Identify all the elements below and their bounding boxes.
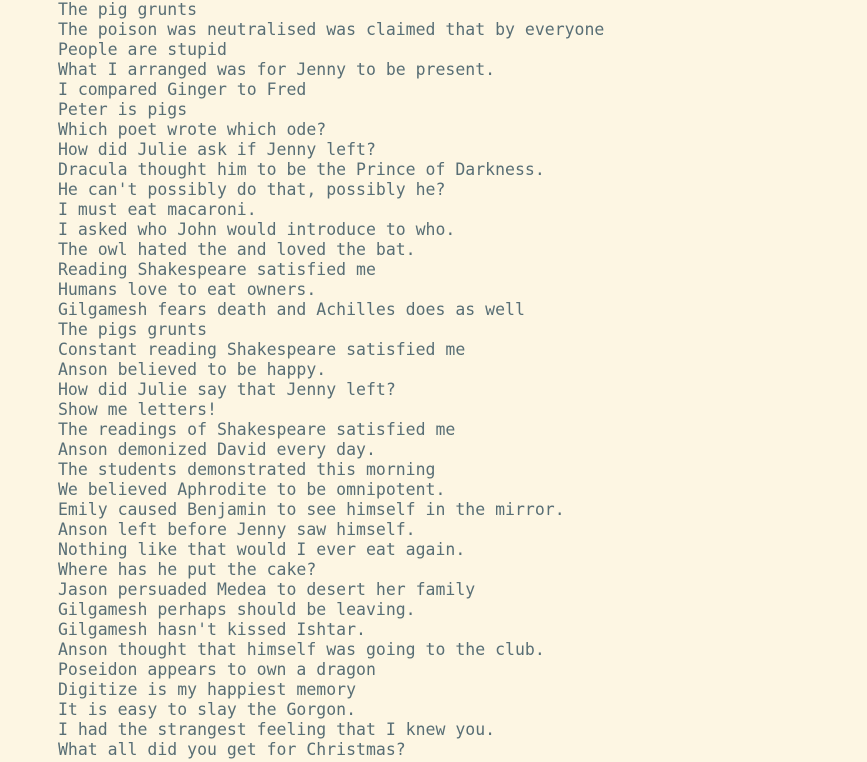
text-view[interactable] <box>58 0 867 762</box>
text-line: The owl hated the and loved the bat. <box>58 240 416 259</box>
text-line: Gilgamesh fears death and Achilles does as well <box>58 300 525 319</box>
text-line: I must eat macaroni. <box>58 200 257 219</box>
text-line: Reading Shakespeare satisfied me <box>58 260 376 279</box>
text-line: He can't possibly do that, possibly he? <box>58 180 446 199</box>
text-line: Constant reading Shakespeare satisfied me <box>58 340 466 359</box>
text-line: The pigs grunts <box>58 320 208 339</box>
text-line: Nothing like that would I ever eat again. <box>58 540 466 559</box>
text-line: It is easy to slay the Gorgon. <box>58 700 357 719</box>
text-line: Show me letters! <box>58 400 217 419</box>
text-line: The readings of Shakespeare satisfied me <box>58 420 456 439</box>
text-line: Digitize is my happiest memory <box>58 680 357 699</box>
text-line: I compared Ginger to Fred <box>58 80 307 99</box>
text-line: Jason persuaded Medea to desert her family <box>58 580 476 599</box>
text-line: Gilgamesh hasn't kissed Ishtar. <box>58 620 366 639</box>
text-line: How did Julie ask if Jenny left? <box>58 140 376 159</box>
text-line: The pig grunts <box>58 0 198 19</box>
text-line: Gilgamesh perhaps should be leaving. <box>58 600 416 619</box>
text-line: Anson left before Jenny saw himself. <box>58 520 416 539</box>
text-line: Anson demonized David every day. <box>58 440 376 459</box>
text-line: How did Julie say that Jenny left? <box>58 380 396 399</box>
text-line: Anson thought that himself was going to the club. <box>58 640 545 659</box>
text-line: I asked who John would introduce to who. <box>58 220 456 239</box>
text-line: What all did you get for Christmas? <box>58 740 406 759</box>
text-line: What I arranged was for Jenny to be present. <box>58 60 496 79</box>
text-line: People are stupid <box>58 40 227 59</box>
text-line: Emily caused Benjamin to see himself in the mirror. <box>58 500 565 519</box>
text-line: I had the strangest feeling that I knew you. <box>58 720 496 739</box>
text-lines <box>58 0 867 760</box>
text-line: The students demonstrated this morning <box>58 460 436 479</box>
text-line: Where has he put the cake? <box>58 560 317 579</box>
text-line: Poseidon appears to own a dragon <box>58 660 376 679</box>
text-line: Which poet wrote which ode? <box>58 120 327 139</box>
text-line: Dracula thought him to be the Prince of Darkness. <box>58 160 545 179</box>
text-line: We believed Aphrodite to be omnipotent. <box>58 480 446 499</box>
text-line: Peter is pigs <box>58 100 188 119</box>
text-line: Humans love to eat owners. <box>58 280 317 299</box>
text-line: The poison was neutralised was claimed that by everyone <box>58 20 605 39</box>
text-line: Anson believed to be happy. <box>58 360 327 379</box>
